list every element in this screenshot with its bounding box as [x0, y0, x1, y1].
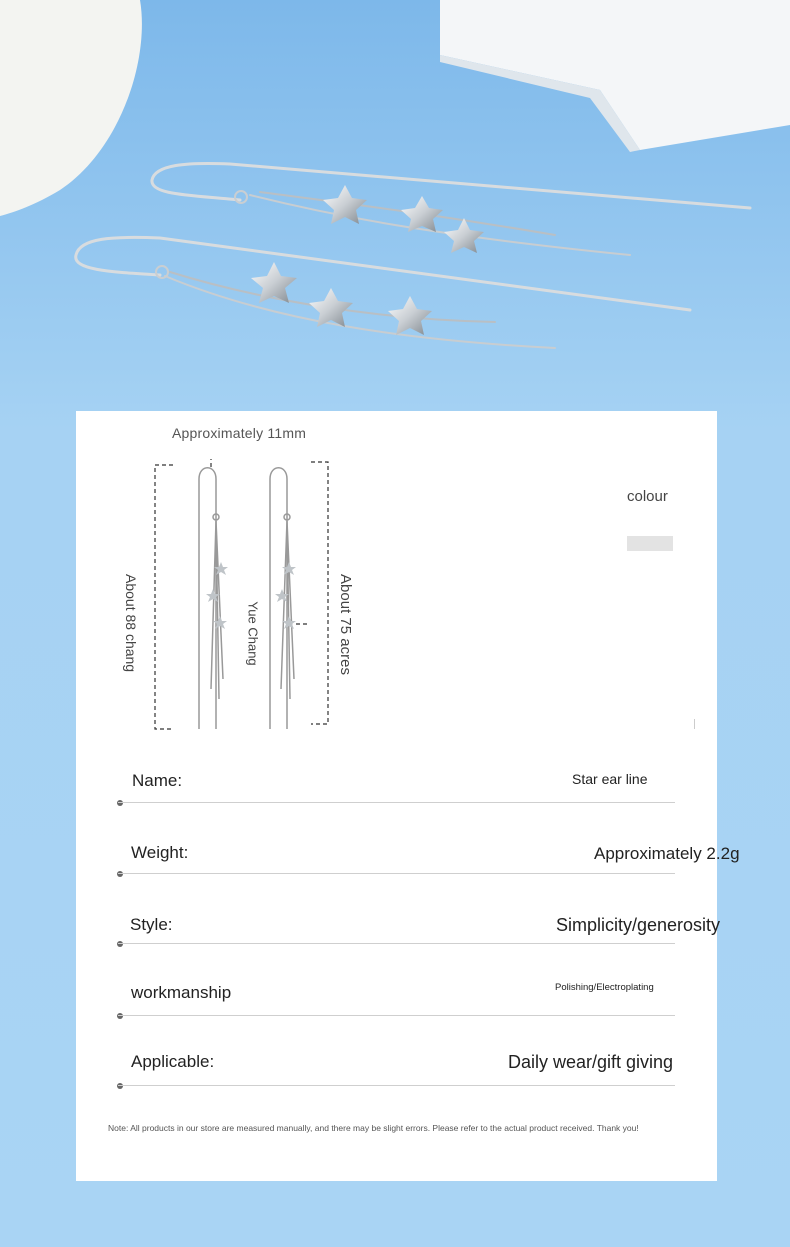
row-bullet	[117, 941, 123, 947]
colour-swatch[interactable]	[627, 536, 673, 551]
earring-diagram	[151, 459, 336, 749]
spec-weight-value: Approximately 2.2g	[594, 844, 740, 863]
row-bullet	[117, 871, 123, 877]
divider-tick	[694, 719, 695, 729]
spec-applicable-label: Applicable:	[131, 1052, 215, 1071]
length-label-left: About 88 chang	[123, 574, 139, 673]
spec-name-label: Name:	[132, 771, 183, 790]
spec-style-value: Simplicity/generosity	[556, 915, 721, 935]
length-label-right: About 75 acres	[337, 574, 354, 675]
dimension-brackets	[155, 459, 328, 729]
spec-style-label: Style:	[130, 915, 173, 934]
width-dimension-label: Approximately 11mm	[172, 425, 307, 441]
spec-name-value: Star ear line	[572, 771, 648, 787]
colour-label: colour	[627, 488, 668, 505]
row-divider	[118, 873, 675, 874]
row-divider	[118, 943, 675, 944]
row-bullet	[117, 800, 123, 806]
info-card	[76, 411, 740, 1181]
row-bullet	[117, 1083, 123, 1089]
row-divider	[118, 802, 675, 803]
length-label-middle: Yue Chang	[245, 601, 261, 666]
row-bullet	[117, 1013, 123, 1019]
row-divider	[118, 1015, 675, 1016]
product-photo	[0, 0, 790, 410]
measurement-note: Note: All products in our store are measured manually, and there may be slight errors. Please refer to the actual product received. Thank you!	[108, 1123, 639, 1133]
spec-workmanship-label: workmanship	[131, 983, 232, 1002]
row-divider	[118, 1085, 675, 1086]
spec-weight-label: Weight:	[131, 843, 189, 862]
spec-applicable-value: Daily wear/gift giving	[508, 1052, 674, 1072]
spec-workmanship-value: Polishing/Electroplating	[555, 982, 654, 993]
